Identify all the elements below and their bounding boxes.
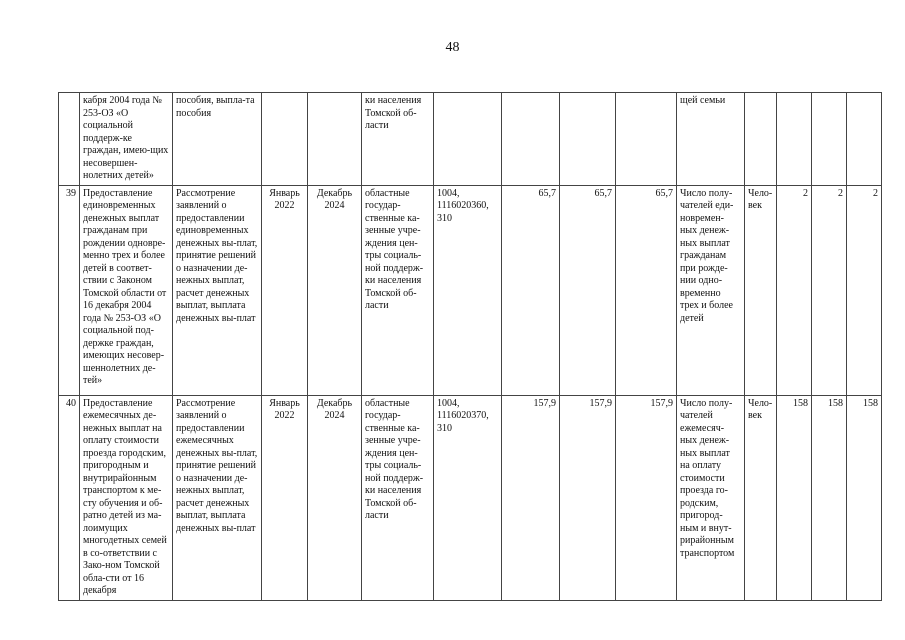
budget-code-cell	[434, 93, 502, 186]
amount-year2-cell	[560, 93, 616, 186]
program-table	[58, 92, 882, 601]
indicator-cell: щей семьи	[677, 93, 745, 186]
measure-name-cell: Предоставление единовременных денежных выплат гражданам при рождении одновре-менно трех и более детей в соответ-ствии с Законом Томской области от 16 декабря 2004 года № 253-ОЗ «О социальной под-держке граждан, имеющих несовер-шеннолетних де-тей»	[80, 185, 173, 395]
target-year2-cell	[812, 93, 847, 186]
row-number-cell: 40	[59, 395, 80, 600]
indicator-cell: Число полу-чателей еди-новремен-ных денеж-ных выплат гражданам при рожде-нии одно-временно трех и более детей	[677, 185, 745, 395]
target-year2-cell: 158	[812, 395, 847, 600]
measure-name-cell: Предоставление ежемесячных де-нежных выплат на оплату стоимости проезда городским, пригородным и внутрирайонным транспортом к ме-сту обучения и об-ратно детей из ма-лоимущих многодетных семей в со-ответствии с Зако-ном Томской обла-сти от 16 декабря	[80, 395, 173, 600]
page-number: 48	[445, 40, 460, 55]
amount-year2-cell: 157,9	[560, 395, 616, 600]
activity-cell: пособия, выпла-та пособия	[173, 93, 262, 186]
indicator-cell: Число полу-чателей ежемесяч-ных денеж-ных выплат на оплату стоимости проезда го-родским, пригород-ным и внут-рирайонным транспортом	[677, 395, 745, 600]
budget-code-cell: 1004, 1116020360, 310	[434, 185, 502, 395]
budget-code-cell: 1004, 1116020370, 310	[434, 395, 502, 600]
amount-year3-cell	[616, 93, 677, 186]
end-date-cell	[308, 93, 362, 186]
start-date-cell	[262, 93, 308, 186]
amount-year2-cell: 65,7	[560, 185, 616, 395]
target-year3-cell: 158	[847, 395, 882, 600]
start-date-cell: Январь 2022	[262, 185, 308, 395]
amount-year3-cell: 65,7	[616, 185, 677, 395]
activity-cell: Рассмотрение заявлений о предоставлении ежемесячных денежных вы-плат, принятие решений о назначении де-нежных выплат, расчет денежных выплат, выплата денежных вы-плат	[173, 395, 262, 600]
end-date-cell: Декабрь 2024	[308, 395, 362, 600]
unit-cell: Чело-век	[745, 185, 777, 395]
table-row	[59, 395, 882, 600]
target-year1-cell: 2	[777, 185, 812, 395]
executor-cell: ки населения Томской об-ласти	[362, 93, 434, 186]
table-row	[59, 93, 882, 186]
start-date-cell: Январь 2022	[262, 395, 308, 600]
table-row	[59, 185, 882, 395]
target-year2-cell: 2	[812, 185, 847, 395]
executor-cell: областные государ-ственные ка-зенные учре-ждения цен-тры социаль-ной поддерж-ки населения Томской об-ласти	[362, 395, 434, 600]
row-number-cell: 39	[59, 185, 80, 395]
executor-cell: областные государ-ственные ка-зенные учре-ждения цен-тры социаль-ной поддерж-ки населения Томской об-ласти	[362, 185, 434, 395]
target-year1-cell: 158	[777, 395, 812, 600]
amount-year3-cell: 157,9	[616, 395, 677, 600]
amount-year1-cell	[502, 93, 560, 186]
amount-year1-cell: 65,7	[502, 185, 560, 395]
target-year3-cell: 2	[847, 185, 882, 395]
row-number-cell	[59, 93, 80, 186]
target-year1-cell	[777, 93, 812, 186]
unit-cell	[745, 93, 777, 186]
activity-cell: Рассмотрение заявлений о предоставлении единовременных денежных вы-плат, принятие решений о назначении де-нежных выплат, расчет денежных выплат, выплата денежных вы-плат	[173, 185, 262, 395]
unit-cell: Чело-век	[745, 395, 777, 600]
target-year3-cell	[847, 93, 882, 186]
measure-name-cell: кабря 2004 года № 253-ОЗ «О социальной поддерж-ке граждан, имею-щих несовершен-нолетних детей»	[80, 93, 173, 186]
amount-year1-cell: 157,9	[502, 395, 560, 600]
end-date-cell: Декабрь 2024	[308, 185, 362, 395]
